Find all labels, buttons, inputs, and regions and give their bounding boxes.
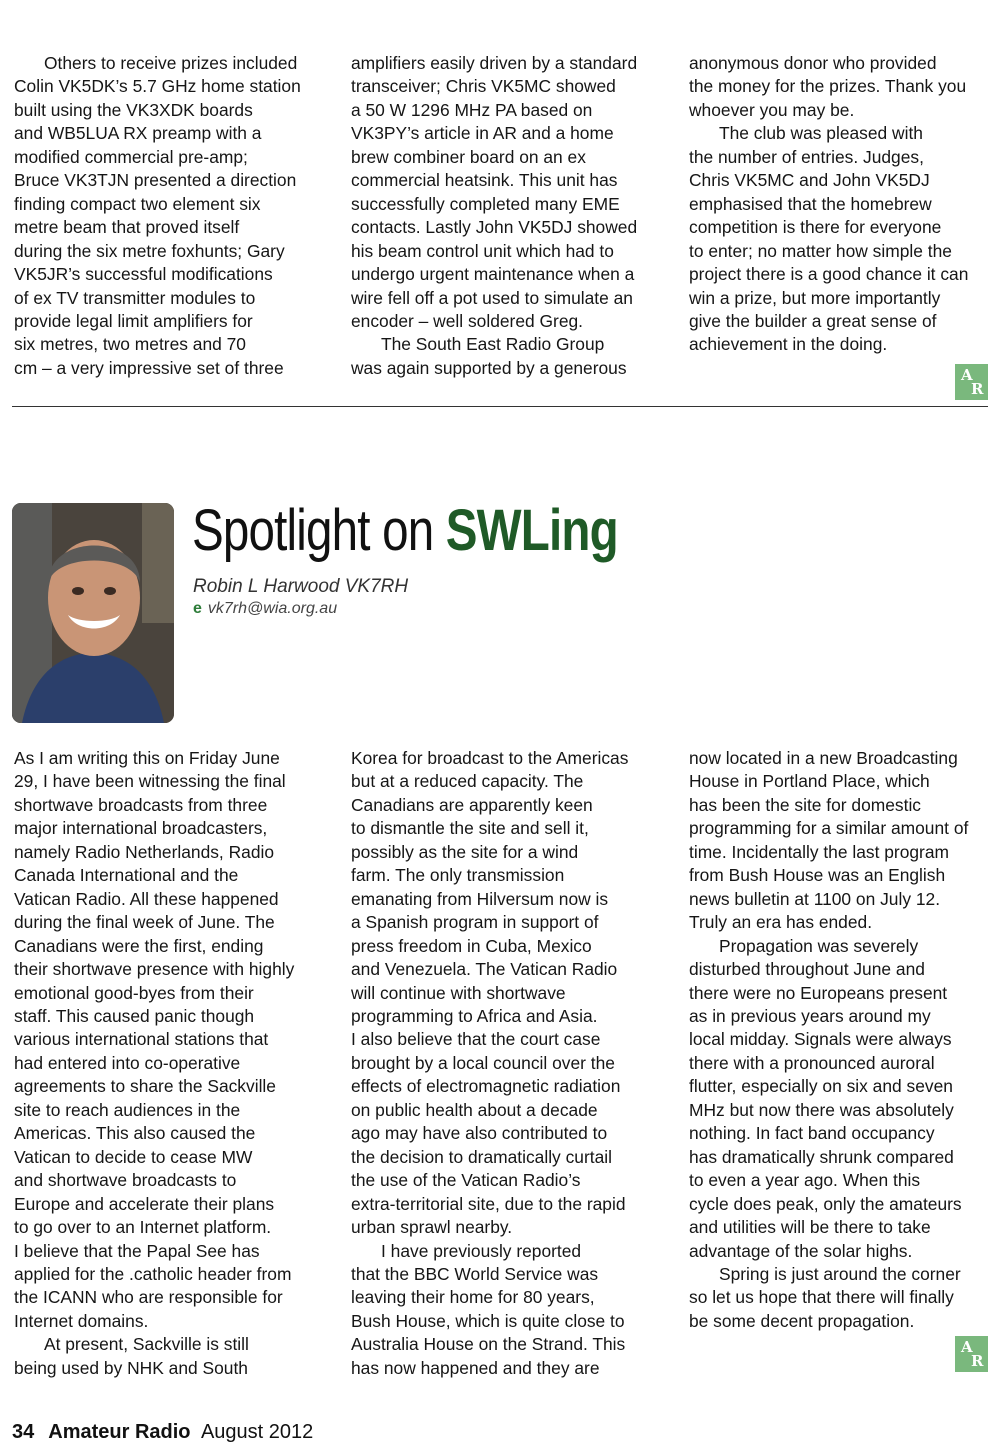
text-line: being used by NHK and South bbox=[14, 1357, 248, 1378]
text-line: Europe and accelerate their plans bbox=[14, 1193, 275, 1214]
text-line: disturbed throughout June and bbox=[689, 959, 925, 980]
text-line: namely Radio Netherlands, Radio bbox=[14, 841, 275, 862]
text-line: the money for the prizes. Thank you bbox=[689, 76, 967, 97]
author-email[interactable]: vk7rh@wia.org.au bbox=[207, 600, 338, 617]
text-line: during the final week of June. The bbox=[14, 912, 275, 933]
author-name: Robin L Harwood VK7RH bbox=[193, 576, 409, 597]
author-email-line bbox=[193, 600, 337, 618]
text-line: The South East Radio Group bbox=[381, 334, 605, 355]
title-plain: Spotlight on bbox=[192, 498, 434, 563]
ar-end-logo-icon bbox=[955, 364, 988, 400]
text-line: wire fell off a pot used to simulate an bbox=[351, 287, 633, 308]
text-line: time. Incidentally the last program bbox=[689, 841, 950, 862]
text-line: their shortwave presence with highly bbox=[14, 959, 295, 980]
text-line: emotional good-byes from their bbox=[14, 982, 254, 1003]
page-number: 34 bbox=[12, 1421, 35, 1443]
text-line: six metres, two metres and 70 bbox=[14, 334, 246, 355]
text-line: effects of electromagnetic radiation bbox=[351, 1076, 621, 1097]
ar-logo-r: R bbox=[971, 1352, 984, 1370]
text-line: MHz but now there was absolutely bbox=[689, 1099, 954, 1120]
text-line: the use of the Vatican Radio’s bbox=[351, 1170, 581, 1191]
text-line: and shortwave broadcasts to bbox=[14, 1170, 237, 1191]
text-line: the ICANN who are responsible for bbox=[14, 1287, 283, 1308]
text-line: built using the VK3XDK boards bbox=[14, 99, 253, 120]
text-line: was again supported by a generous bbox=[351, 357, 627, 378]
text-line: win a prize, but more importantly bbox=[689, 287, 941, 308]
text-line: brought by a local council over the bbox=[351, 1052, 615, 1073]
text-line: Spring is just around the corner bbox=[719, 1263, 961, 1284]
text-line: and Venezuela. The Vatican Radio bbox=[351, 959, 618, 980]
text-line: Vatican Radio. All these happened bbox=[14, 888, 279, 909]
text-line: site to reach audiences in the bbox=[14, 1099, 241, 1120]
text-line: flutter, especially on six and seven bbox=[689, 1076, 953, 1097]
text-line: Korea for broadcast to the Americas bbox=[351, 748, 629, 768]
text-line: House in Portland Place, which bbox=[689, 771, 930, 792]
text-line: project there is a good chance it can bbox=[689, 264, 969, 285]
author-photo bbox=[12, 503, 174, 723]
article2-column-1 bbox=[14, 747, 332, 1380]
text-line: shortwave broadcasts from three bbox=[14, 794, 268, 815]
text-line: achievement in the doing. bbox=[689, 334, 888, 355]
magazine-name: Amateur Radio bbox=[48, 1421, 191, 1443]
ar-end-logo-icon bbox=[955, 1336, 988, 1372]
text-line: has dramatically shrunk compared bbox=[689, 1146, 954, 1167]
text-line: has now happened and they are bbox=[351, 1357, 600, 1378]
text-line: As I am writing this on Friday June bbox=[14, 748, 280, 768]
text-line: news bulletin at 1100 on July 12. bbox=[689, 888, 941, 909]
text-line: there were no Europeans present bbox=[689, 982, 948, 1003]
text-line: brew combiner board on an ex bbox=[351, 146, 586, 167]
ar-logo-a: A bbox=[961, 366, 973, 384]
text-line: farm. The only transmission bbox=[351, 865, 565, 886]
text-line: encoder – well soldered Greg. bbox=[351, 310, 584, 331]
text-line: Truly an era has ended. bbox=[689, 912, 873, 933]
issue-date: August 2012 bbox=[200, 1421, 314, 1443]
text-line: provide legal limit amplifiers for bbox=[14, 310, 253, 331]
text-line: that the BBC World Service was bbox=[351, 1263, 599, 1284]
text-line: possibly as the site for a wind bbox=[351, 841, 579, 862]
text-line: now located in a new Broadcasting bbox=[689, 748, 958, 768]
text-line: nothing. In fact band occupancy bbox=[689, 1123, 935, 1144]
text-line: and WB5LUA RX preamp with a bbox=[14, 123, 262, 144]
text-line: metre beam that proved itself bbox=[14, 217, 240, 238]
text-line: programming for a similar amount of bbox=[689, 818, 969, 839]
text-line: finding compact two element six bbox=[14, 193, 261, 214]
text-line: from Bush House was an English bbox=[689, 865, 946, 886]
article1-column-1 bbox=[14, 52, 332, 380]
text-line: undergo urgent maintenance when a bbox=[351, 264, 635, 285]
text-line: press freedom in Cuba, Mexico bbox=[351, 935, 592, 956]
text-line: The club was pleased with bbox=[719, 123, 923, 144]
text-line: competition is there for everyone bbox=[689, 217, 942, 238]
text-line: Canadians are apparently keen bbox=[351, 794, 593, 815]
text-line: Chris VK5MC and John VK5DJ bbox=[689, 170, 930, 191]
text-line: Vatican to decide to cease MW bbox=[14, 1146, 253, 1167]
text-line: give the builder a great sense of bbox=[689, 310, 937, 331]
text-line: major international broadcasters, bbox=[14, 818, 268, 839]
ar-logo-r: R bbox=[971, 380, 984, 398]
text-line: advantage of the solar highs. bbox=[689, 1240, 913, 1261]
text-line: Internet domains. bbox=[14, 1310, 149, 1331]
text-line: transceiver; Chris VK5MC showed bbox=[351, 76, 616, 97]
email-prefix: e bbox=[193, 600, 202, 617]
title-highlight: SWLing bbox=[445, 498, 618, 563]
text-line: successfully completed many EME bbox=[351, 193, 620, 214]
article1-column-2 bbox=[351, 52, 669, 380]
text-line: Bush House, which is quite close to bbox=[351, 1310, 625, 1331]
text-line: emphasised that the homebrew bbox=[689, 193, 932, 214]
text-line: cm – a very impressive set of three bbox=[14, 357, 284, 378]
text-line: to dismantle the site and sell it, bbox=[351, 818, 589, 839]
text-line: to even a year ago. When this bbox=[689, 1170, 921, 1191]
text-line: applied for the .catholic header from bbox=[14, 1263, 292, 1284]
text-line: I have previously reported bbox=[381, 1240, 582, 1261]
text-line: agreements to share the Sackville bbox=[14, 1076, 276, 1097]
article-title bbox=[192, 496, 618, 566]
text-line: At present, Sackville is still bbox=[44, 1334, 249, 1355]
text-line: a Spanish program in support of bbox=[351, 912, 599, 933]
text-line: but at a reduced capacity. The bbox=[351, 771, 584, 792]
text-line: as in previous years around my bbox=[689, 1005, 931, 1026]
section-divider bbox=[12, 406, 988, 407]
text-line: has been the site for domestic bbox=[689, 794, 922, 815]
text-line: to enter; no matter how simple the bbox=[689, 240, 952, 261]
text-line: of ex TV transmitter modules to bbox=[14, 287, 256, 308]
text-line: leaving their home for 80 years, bbox=[351, 1287, 595, 1308]
text-line: amplifiers easily driven by a standard bbox=[351, 53, 638, 73]
text-line: 29, I have been witnessing the final bbox=[14, 771, 286, 792]
text-line: urban sprawl nearby. bbox=[351, 1217, 513, 1238]
text-line: extra-territorial site, due to the rapid bbox=[351, 1193, 626, 1214]
text-line: Propagation was severely bbox=[719, 935, 919, 956]
text-line: emanating from Hilversum now is bbox=[351, 888, 609, 909]
text-line: the number of entries. Judges, bbox=[689, 146, 924, 167]
page-footer bbox=[12, 1421, 313, 1444]
text-line: local midday. Signals were always bbox=[689, 1029, 952, 1050]
text-line: will continue with shortwave bbox=[351, 982, 566, 1003]
text-line: Americas. This also caused the bbox=[14, 1123, 256, 1144]
text-line: the decision to dramatically curtail bbox=[351, 1146, 612, 1167]
text-line: on public health about a decade bbox=[351, 1099, 598, 1120]
text-line: Others to receive prizes included bbox=[44, 53, 298, 73]
article2-column-2 bbox=[351, 747, 669, 1380]
text-line: and utilities will be there to take bbox=[689, 1217, 931, 1238]
text-line: Canada International and the bbox=[14, 865, 239, 886]
text-line: whoever you may be. bbox=[689, 99, 855, 120]
text-line: VK3PY’s article in AR and a home bbox=[351, 123, 614, 144]
text-line: during the six metre foxhunts; Gary bbox=[14, 240, 285, 261]
ar-logo-a: A bbox=[961, 1338, 973, 1356]
text-line: Bruce VK3TJN presented a direction bbox=[14, 170, 297, 191]
text-line: anonymous donor who provided bbox=[689, 53, 937, 73]
text-line: Australia House on the Strand. This bbox=[351, 1334, 626, 1355]
text-line: programming to Africa and Asia. bbox=[351, 1005, 598, 1026]
text-line: Canadians were the first, ending bbox=[14, 935, 264, 956]
text-line: modified commercial pre-amp; bbox=[14, 146, 248, 167]
text-line: I also believe that the court case bbox=[351, 1029, 601, 1050]
text-line: be some decent propagation. bbox=[689, 1310, 915, 1331]
text-line: commercial heatsink. This unit has bbox=[351, 170, 618, 191]
text-line: various international stations that bbox=[14, 1029, 269, 1050]
article2-column-3 bbox=[689, 747, 999, 1333]
text-line: contacts. Lastly John VK5DJ showed bbox=[351, 217, 638, 238]
text-line: cycle does peak, only the amateurs bbox=[689, 1193, 962, 1214]
text-line: Colin VK5DK’s 5.7 GHz home station bbox=[14, 76, 301, 97]
text-line: had entered into co-operative bbox=[14, 1052, 241, 1073]
article1-column-3 bbox=[689, 52, 999, 357]
text-line: to go over to an Internet platform. bbox=[14, 1217, 272, 1238]
text-line: VK5JR’s successful modifications bbox=[14, 264, 273, 285]
text-line: I believe that the Papal See has bbox=[14, 1240, 260, 1261]
text-line: so let us hope that there will finally bbox=[689, 1287, 954, 1308]
text-line: there with a pronounced auroral bbox=[689, 1052, 935, 1073]
text-line: his beam control unit which had to bbox=[351, 240, 614, 261]
text-line: ago may have also contributed to bbox=[351, 1123, 608, 1144]
text-line: a 50 W 1296 MHz PA based on bbox=[351, 99, 593, 120]
text-line: staff. This caused panic though bbox=[14, 1005, 255, 1026]
